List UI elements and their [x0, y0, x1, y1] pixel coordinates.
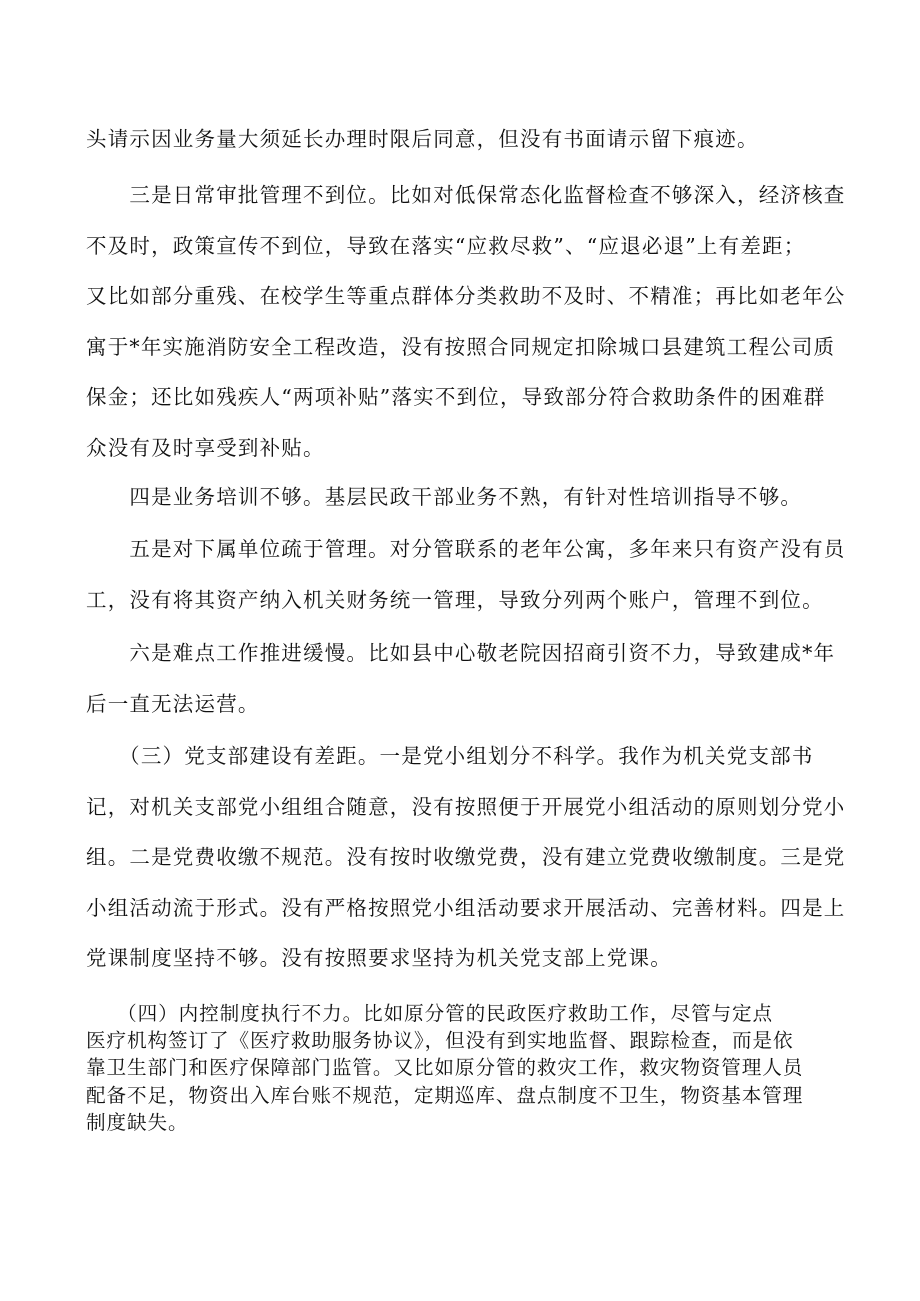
text-line: （三）党支部建设有差距。一是党小组划分不科学。我作为机关党支部书 [86, 744, 814, 768]
text-line: 党课制度坚持不够。没有按照要求坚持为机关党支部上党课。 [86, 946, 672, 970]
text-line: 六是难点工作推进缓慢。比如县中心敬老院因招商引资不力，导致建成*年 [86, 641, 836, 665]
paragraph-difficult-work [86, 628, 838, 729]
text-line: 小组活动流于形式。没有严格按照党小组活动要求开展活动、完善材料。四是上 [86, 895, 846, 920]
paragraph-business-training [86, 472, 838, 523]
text-line: 制度缺失。 [86, 1110, 189, 1134]
text-line: 寓于*年实施消防安全工程改造，没有按照合同规定扣除城口县建筑工程公司质 [86, 334, 836, 359]
paragraph-internal-control [86, 1000, 838, 1136]
text-line: （四）内控制度执行不力。比如原分管的民政医疗救助工作，尽管与定点 [86, 1002, 773, 1025]
paragraph-party-branch [86, 731, 846, 984]
text-line: 工，没有将其资产纳入机关财务统一管理，导致分列两个账户，管理不到位。 [86, 587, 824, 612]
text-line: 五是对下属单位疏于管理。对分管联系的老年公寓，多年来只有资产没有员 [86, 537, 846, 561]
paragraph-approval-trace [86, 114, 838, 165]
text-line: 三是日常审批管理不到位。比如对低保常态化监督检查不够深入，经济核查 [86, 183, 846, 207]
text-line: 记，对机关支部党小组组合随意，没有按照便于开展党小组活动的原则划分党小 [86, 794, 846, 819]
text-line: 靠卫生部门和医疗保障部门监管。又比如原分管的救灾工作，救灾物资管理人员 [86, 1056, 804, 1080]
text-line: 头请示因业务量大须延长办理时限后同意，但没有书面请示留下痕迹。 [86, 127, 759, 151]
text-line: 组。二是党费收缴不规范。没有按时收缴党费，没有建立党费收缴制度。三是党 [86, 845, 846, 869]
text-line: 众没有及时享受到补贴。 [86, 435, 325, 460]
text-line: 医疗机构签订了《医疗救助服务协议》，但没有到实地监督、跟踪检查，而是依 [86, 1029, 794, 1053]
paragraph-subordinate-units [86, 524, 846, 625]
text-line: 后一直无法运营。 [86, 691, 260, 716]
paragraph-approval-management [86, 170, 846, 473]
text-line: 配备不足，物资出入库台账不规范，定期巡库、盘点制度不卫生，物资基本管理 [86, 1083, 804, 1107]
text-line: 又比如部分重残、在校学生等重点群体分类救助不及时、不精准；再比如老年公 [86, 284, 846, 308]
text-line: 四是业务培训不够。基层民政干部业务不熟，有针对性培训指导不够。 [86, 485, 803, 509]
text-line: 不及时，政策宣传不到位，导致在落实“应救尽救”、“应退必退”上有差距； [86, 233, 806, 258]
text-line: 保金；还比如残疾人“两项补贴”落实不到位，导致部分符合救助条件的困难群 [86, 385, 826, 409]
